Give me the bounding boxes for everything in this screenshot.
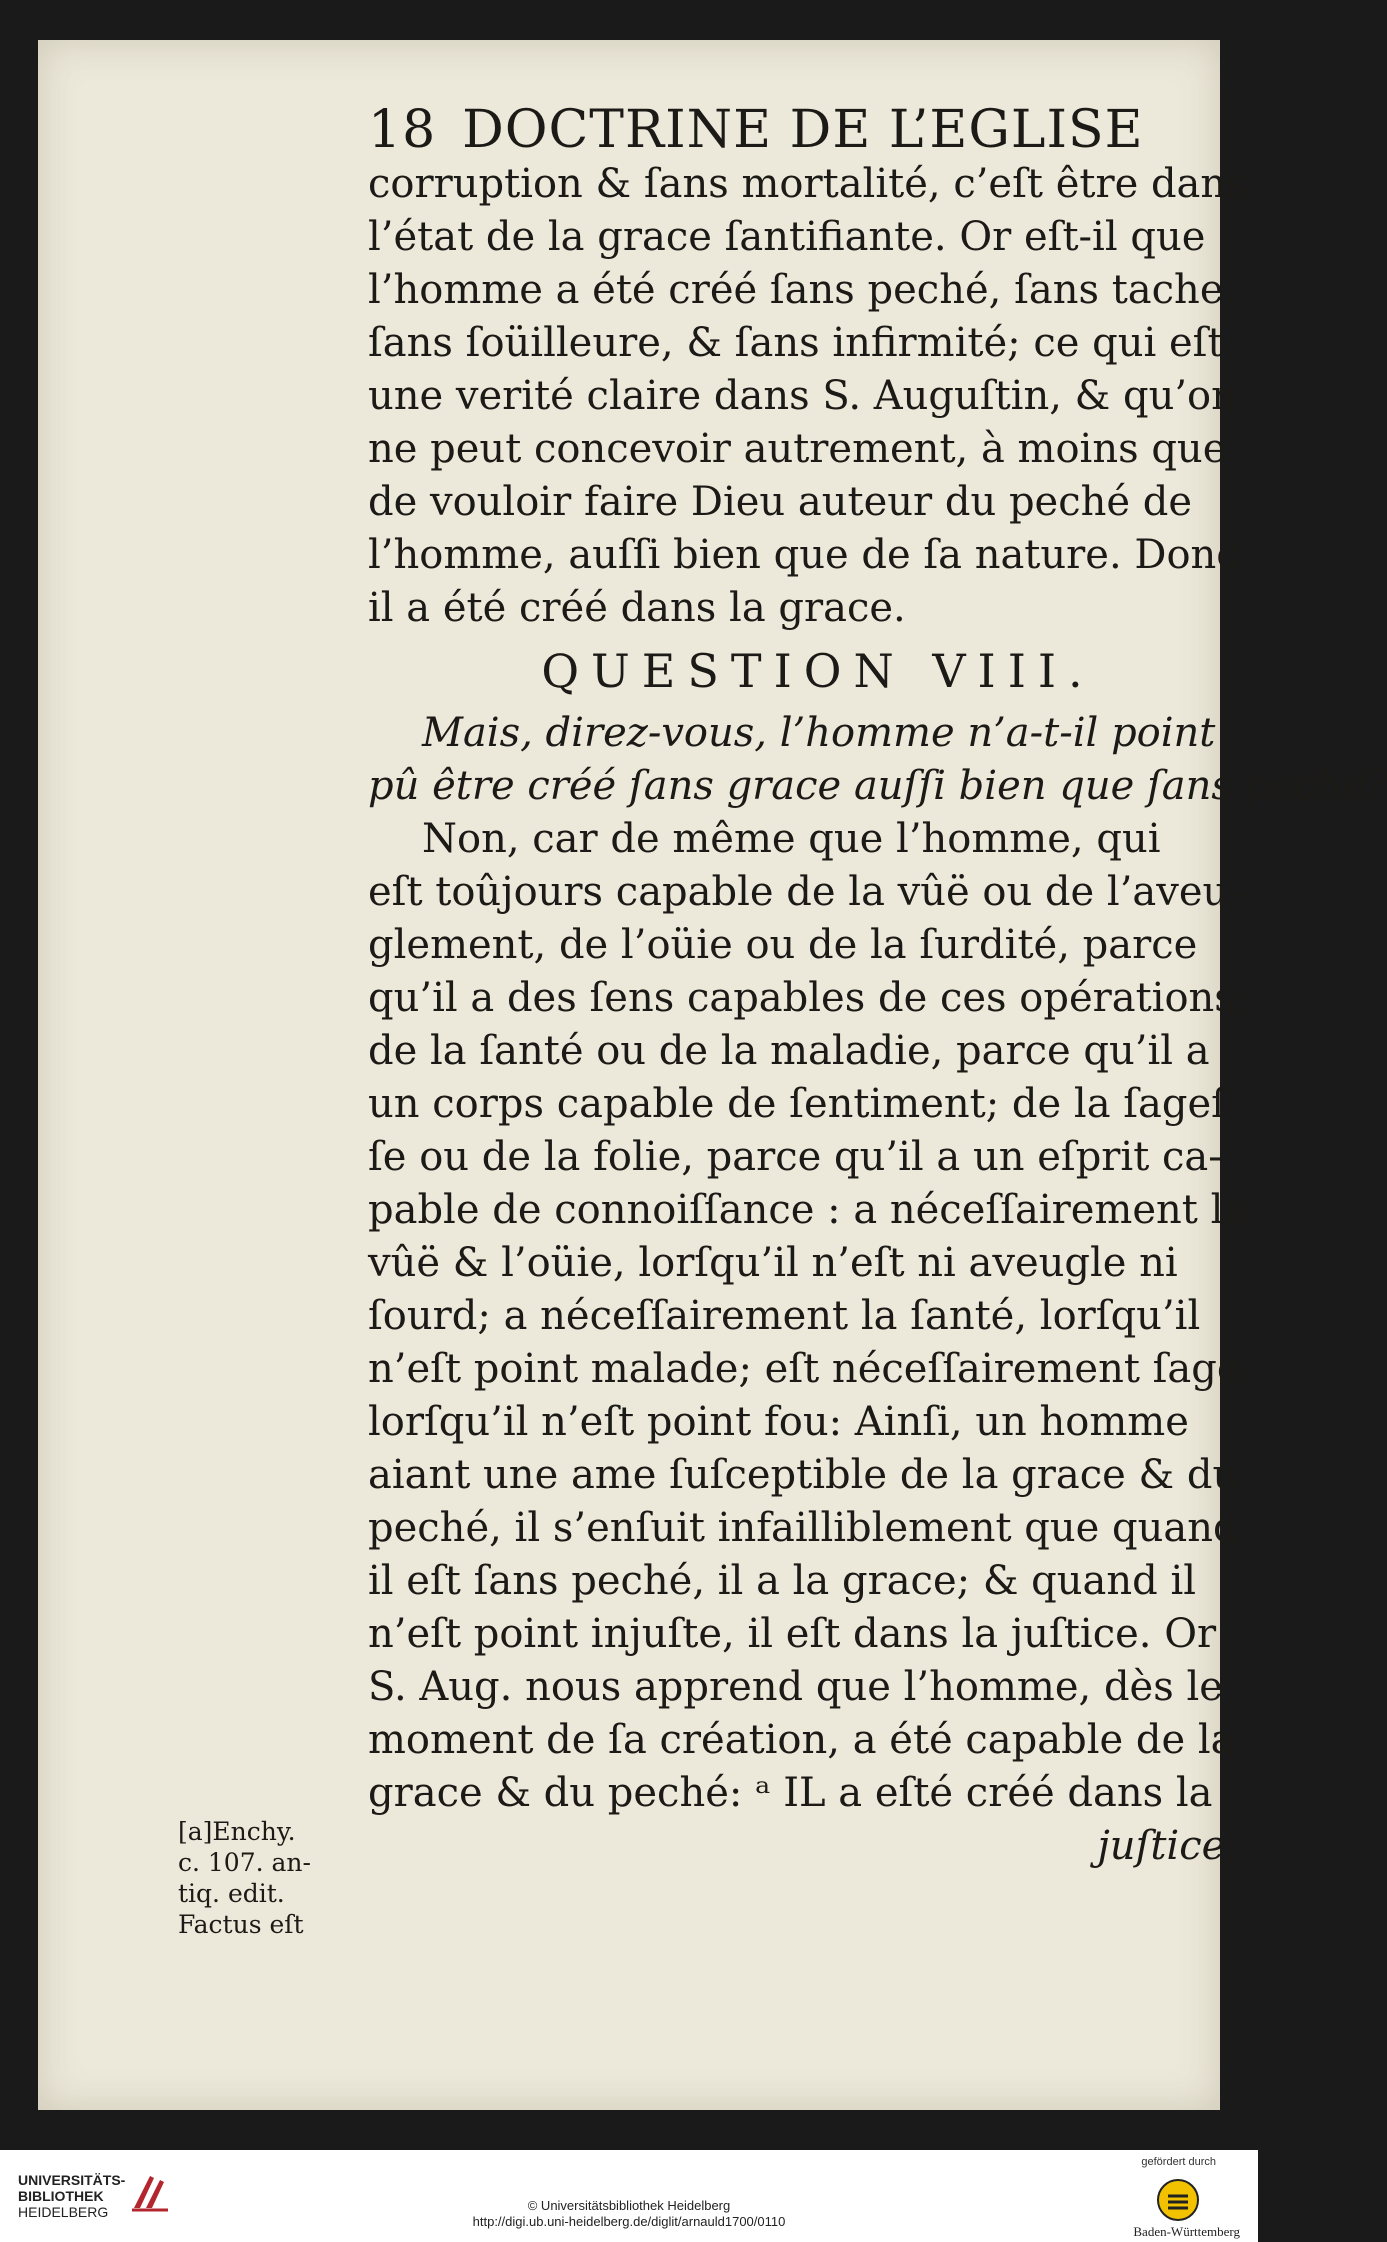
text-line: un corps capable de ſentiment; de la ſageſ- bbox=[368, 1081, 1240, 1127]
text-line: aiant une ame ſuſceptible de la grace & du bbox=[368, 1452, 1239, 1498]
running-header bbox=[368, 100, 1198, 160]
text-line: n’eſt point injuſte, il eſt dans la juſtice. Or bbox=[368, 1611, 1217, 1657]
funded-by-label: gefördert durch bbox=[1141, 2156, 1216, 2168]
running-title: DOCTRINE DE L’EGLISE bbox=[462, 100, 1144, 160]
text-line: ſourd; a néceſſairement la ſanté, lorſqu’il bbox=[368, 1293, 1201, 1339]
copyright-text: © Universitätsbibliothek Heidelberg bbox=[527, 2198, 731, 2213]
text-line: il a été créé dans la grace. bbox=[368, 585, 906, 631]
text-line: grace & du peché: ᵃ IL a eſté créé dans la bbox=[368, 1770, 1213, 1816]
text-line: Mais, direz-vous, l’homme n’a-t-il point bbox=[422, 710, 1216, 756]
text-line: il eſt ſans peché, il a la grace; & quand il bbox=[368, 1558, 1197, 1604]
body-text bbox=[368, 158, 1387, 1873]
text-line: pable de connoiſſance : a néceſſairement la bbox=[368, 1187, 1248, 1233]
book-page bbox=[38, 40, 1387, 2110]
text-line: l’homme a été créé ſans peché, ſans tache, bbox=[368, 267, 1237, 313]
text-line: ne peut concevoir autrement, à moins que bbox=[368, 426, 1227, 472]
text-line: n’eſt point malade; eſt néceſſairement ſage, bbox=[368, 1346, 1254, 1392]
text-line: ſans ſoüilleure, & ſans infirmité; ce qui eſt bbox=[368, 320, 1224, 366]
margin-note-line: tiq. edit. bbox=[178, 1879, 285, 1908]
margin-note-line: [a]Enchy. bbox=[178, 1817, 296, 1846]
text-line: ſe ou de la folie, parce qu’il a un eſprit ca- bbox=[368, 1134, 1222, 1180]
library-name-line1: UNIVERSITÄTS- bbox=[18, 2172, 126, 2188]
state-seal-icon bbox=[1154, 2176, 1202, 2224]
margin-note-line: c. 107. an- bbox=[178, 1848, 311, 1877]
text-line: peché, il s’enſuit infailliblement que quand bbox=[368, 1505, 1239, 1551]
text-line: une verité claire dans S. Auguſtin, & qu’on bbox=[368, 373, 1237, 419]
footer-credits bbox=[0, 2198, 1258, 2230]
text-line: lorſqu’il n’eſt point fou: Ainſi, un homme bbox=[368, 1399, 1189, 1445]
question-heading: QUESTION VIII. bbox=[541, 644, 1095, 698]
text-line: S. Aug. nous apprend que l’homme, dès le bbox=[368, 1664, 1223, 1710]
margin-note bbox=[178, 1816, 368, 1940]
text-line: glement, de l’oüie ou de la ſurdité, parce bbox=[368, 922, 1198, 968]
text-line: qu’il a des ſens capables de ces opérations; bbox=[368, 975, 1249, 1021]
library-name-line3: HEIDELBERG bbox=[18, 2204, 109, 2220]
text-line: de vouloir faire Dieu auteur du peché de bbox=[368, 479, 1193, 525]
text-line: pû être créé ſans grace auſſi bien que ſans peché? bbox=[368, 763, 1387, 809]
margin-note-line: Factus eſt bbox=[178, 1910, 304, 1939]
text-line: juſtice, bbox=[1097, 1823, 1238, 1869]
library-name-line2: BIBLIOTHEK bbox=[18, 2188, 104, 2204]
text-line: Non, car de même que l’homme, qui bbox=[422, 816, 1161, 862]
footer-bar bbox=[0, 2150, 1258, 2242]
text-line: moment de ſa création, a été capable de la bbox=[368, 1717, 1235, 1763]
page-number: 18 bbox=[368, 100, 437, 160]
text-line: vûë & l’oüie, lorſqu’il n’eſt ni aveugle ni bbox=[368, 1240, 1178, 1286]
text-line: l’état de la grace ſantifiante. Or eſt-il que bbox=[368, 214, 1206, 260]
text-line: de la ſanté ou de la maladie, parce qu’il a bbox=[368, 1028, 1210, 1074]
text-line: eſt toûjours capable de la vûë ou de l’aveu- bbox=[368, 869, 1242, 915]
funder-name: Baden-Württemberg bbox=[1133, 2224, 1240, 2239]
text-line: corruption & ſans mortalité, c’eſt être dans bbox=[368, 161, 1247, 207]
text-line: l’homme, auſſi bien que de ſa nature. Donc bbox=[368, 532, 1239, 578]
source-url[interactable]: http://digi.ub.uni-heidelberg.de/diglit/arnauld1700/0110 bbox=[472, 2214, 786, 2229]
